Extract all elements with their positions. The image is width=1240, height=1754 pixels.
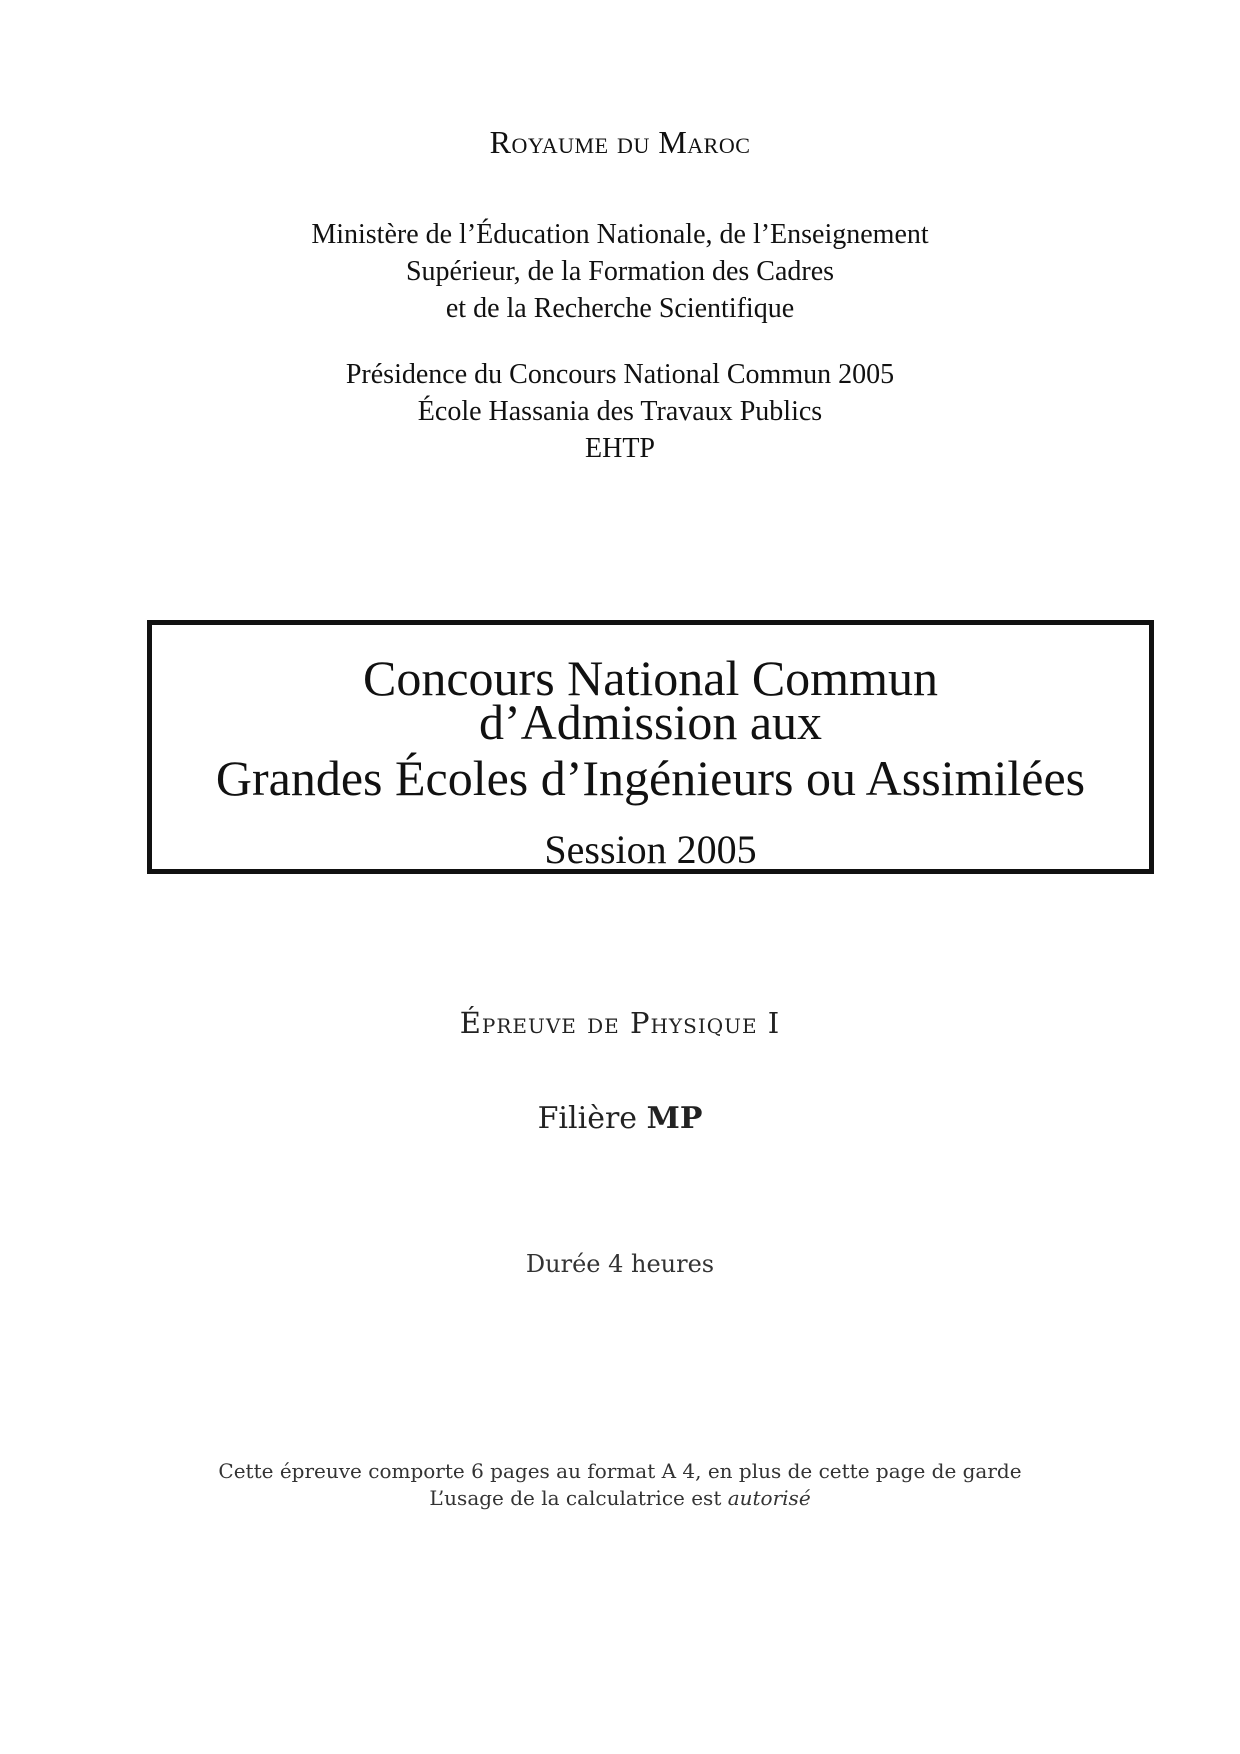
track-line <box>0 1101 1240 1136</box>
presidency-line: Présidence du Concours National Commun 2005 <box>345 359 895 390</box>
school-line: École Hassania des Travaux Publics <box>417 396 823 427</box>
calculator-permission: autorisé <box>727 1486 811 1510</box>
calculator-note-text: L’usage de la calculatrice est <box>429 1486 722 1510</box>
title-line: Grandes Écoles d’Ingénieurs ou Assimilées <box>215 750 1086 806</box>
title-line: Concours National Commun <box>363 650 938 706</box>
exam-notes <box>0 1458 1240 1512</box>
track-value: MP <box>646 1101 703 1136</box>
calculator-note <box>0 1485 1240 1512</box>
school-acronym: EHTP <box>585 433 655 464</box>
ministry-line: Ministère de l’Éducation Nationale, de l’Enseignement <box>311 219 929 250</box>
kingdom-heading: Royaume du Maroc <box>489 124 751 160</box>
ministry-line: et de la Recherche Scientifique <box>445 293 795 324</box>
exam-title-box <box>147 620 1154 874</box>
ministry-block <box>0 216 1240 327</box>
title-line: d’Admission aux <box>478 694 823 750</box>
ministry-line: Supérieur, de la Formation des Cadres <box>405 256 835 287</box>
presidency-block <box>0 356 1240 467</box>
exam-name: Épreuve de Physique I <box>459 1006 781 1040</box>
session-label: Session 2005 <box>544 827 757 872</box>
exam-duration: Durée 4 heures <box>525 1250 715 1278</box>
track-label: Filière <box>537 1101 638 1136</box>
pages-note: Cette épreuve comporte 6 pages au format A 4, en plus de cette page de garde <box>218 1459 1022 1483</box>
